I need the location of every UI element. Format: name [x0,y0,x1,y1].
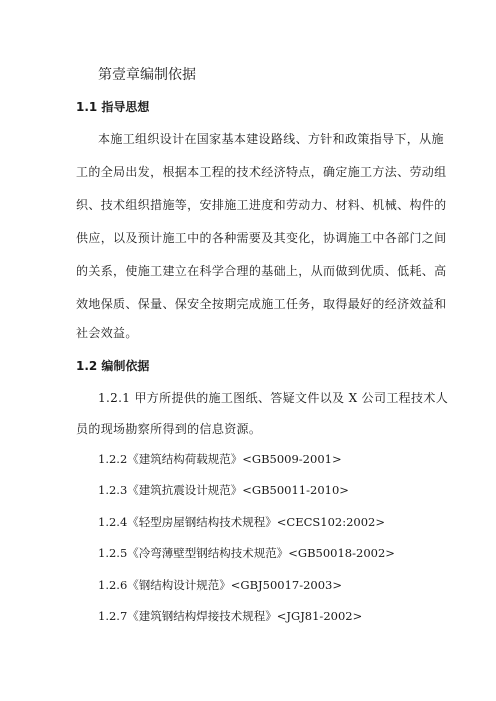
paragraph-line: 供应，以及预计施工中的各种需要及其变化，协调施工中各部门之间 [76,231,447,245]
chapter-title: 第壹章编制依据 [98,67,196,83]
reference-item: 1.2.6《钢结构设计规范》<GBJ50017-2003> [98,578,343,592]
reference-item: 1.2.5《冷弯薄壁型钢结构技术规范》<GB50018-2002> [98,546,395,560]
paragraph-line: 1.2.1 甲方所提供的施工图纸、答疑文件以及 X 公司工程技术人 [98,391,449,405]
reference-item: 1.2.4《轻型房屋钢结构技术规程》<CECS102:2002> [98,515,385,529]
paragraph-line: 效地保质、保量、保安全按期完成施工任务，取得最好的经济效益和 [76,297,447,311]
section-heading-guiding-ideology: 1.1 指导思想 [76,100,150,114]
paragraph-line: 员的现场勘察所得到的信息资源。 [76,422,262,436]
paragraph-line: 社会效益。 [76,326,138,340]
paragraph-line: 本施工组织设计在国家基本建设路线、方针和政策指导下，从施 [98,132,444,146]
reference-item: 1.2.3《建筑抗震设计规范》<GB50011-2010> [98,483,349,497]
reference-item: 1.2.2《建筑结构荷载规范》<GB5009-2001> [98,452,342,466]
paragraph-line: 的关系，使施工建立在科学合理的基础上，从而做到优质、低耗、高 [76,264,447,278]
reference-item: 1.2.7《建筑钢结构焊接技术规程》<JGJ81-2002> [98,609,363,623]
paragraph-line: 工的全局出发，根据本工程的技术经济特点，确定施工方法、劳动组 [76,165,447,179]
section-heading-basis: 1.2 编制依据 [76,359,150,373]
paragraph-line: 织、技术组织措施等，安排施工进度和劳动力、材料、机械、构件的 [76,198,447,212]
